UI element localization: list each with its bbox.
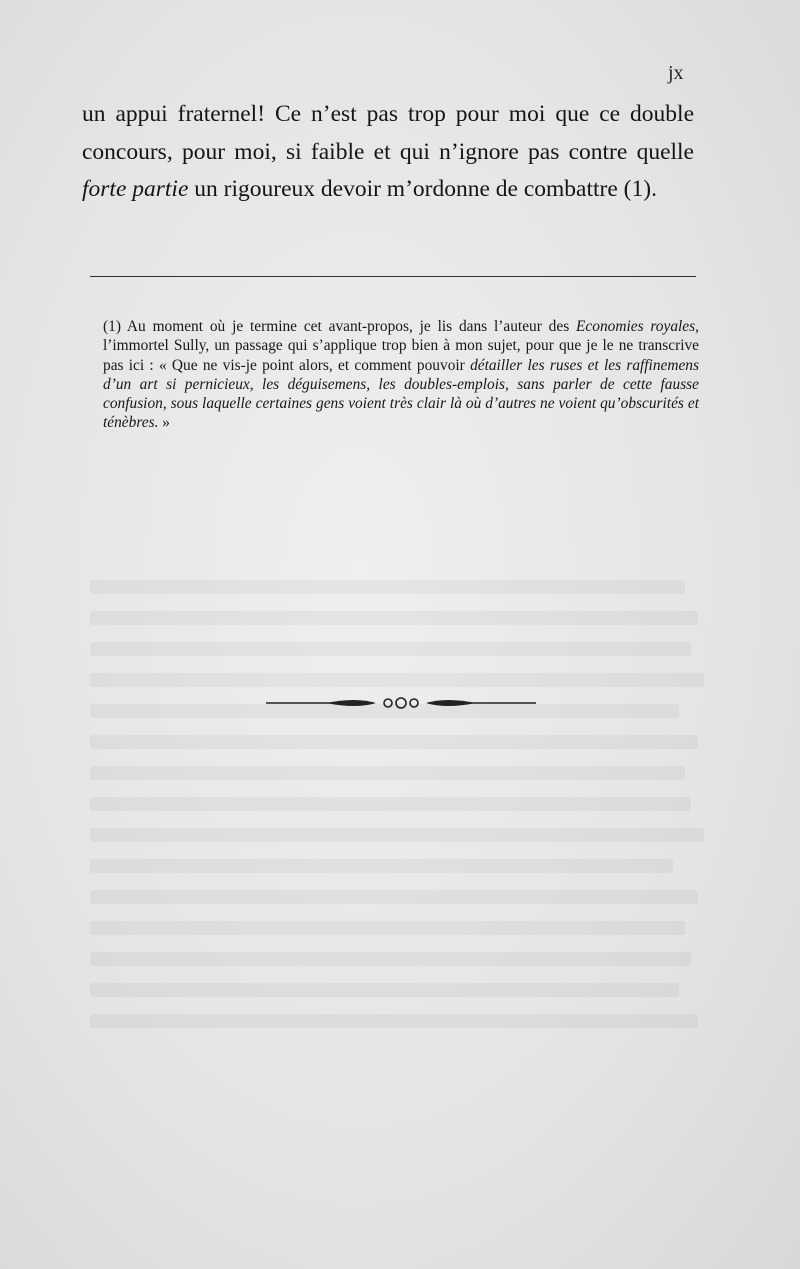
footnote bbox=[103, 317, 699, 433]
ghost-text-lines bbox=[90, 580, 710, 1045]
footnote-italic-quote: détailler les ruses et les raffinemens d’un art si pernicieux, les déguisemens, les doubles-emplois, sans parler de cette fausse confusion, sous laquelle certaines gens voient très clair là où d’autres ne voient qu’obscurités et ténèbres. bbox=[103, 356, 699, 432]
footnote-marker: (1) bbox=[103, 318, 121, 335]
footnote-text-2: , l’immortel Sully, un passage qui s’applique trop bien à mon sujet, pour que je le ne transcrive pas ici : « Que ne vis-je point alors, et comment pouvoir bbox=[103, 318, 699, 374]
paragraph-text-end: un rigoureux devoir m’ordonne de combattre (1). bbox=[188, 176, 657, 202]
footnote-text-3: » bbox=[158, 414, 170, 432]
page-number: jx bbox=[668, 62, 684, 84]
ornamental-divider bbox=[266, 693, 536, 713]
footnote-italic-title: Economies royales bbox=[576, 318, 696, 335]
paragraph-text-start: un appui fraternel! Ce n’est pas trop pour moi que ce double concours, pour moi, si faible et qui n’ignore pas contre quelle bbox=[82, 101, 694, 165]
paragraph-italic-phrase: forte partie bbox=[82, 176, 189, 202]
body-paragraph bbox=[82, 96, 694, 209]
footnote-separator-rule bbox=[90, 276, 696, 277]
footnote-text-1: Au moment où je termine cet avant-propos, je lis dans l’auteur des bbox=[120, 318, 577, 335]
